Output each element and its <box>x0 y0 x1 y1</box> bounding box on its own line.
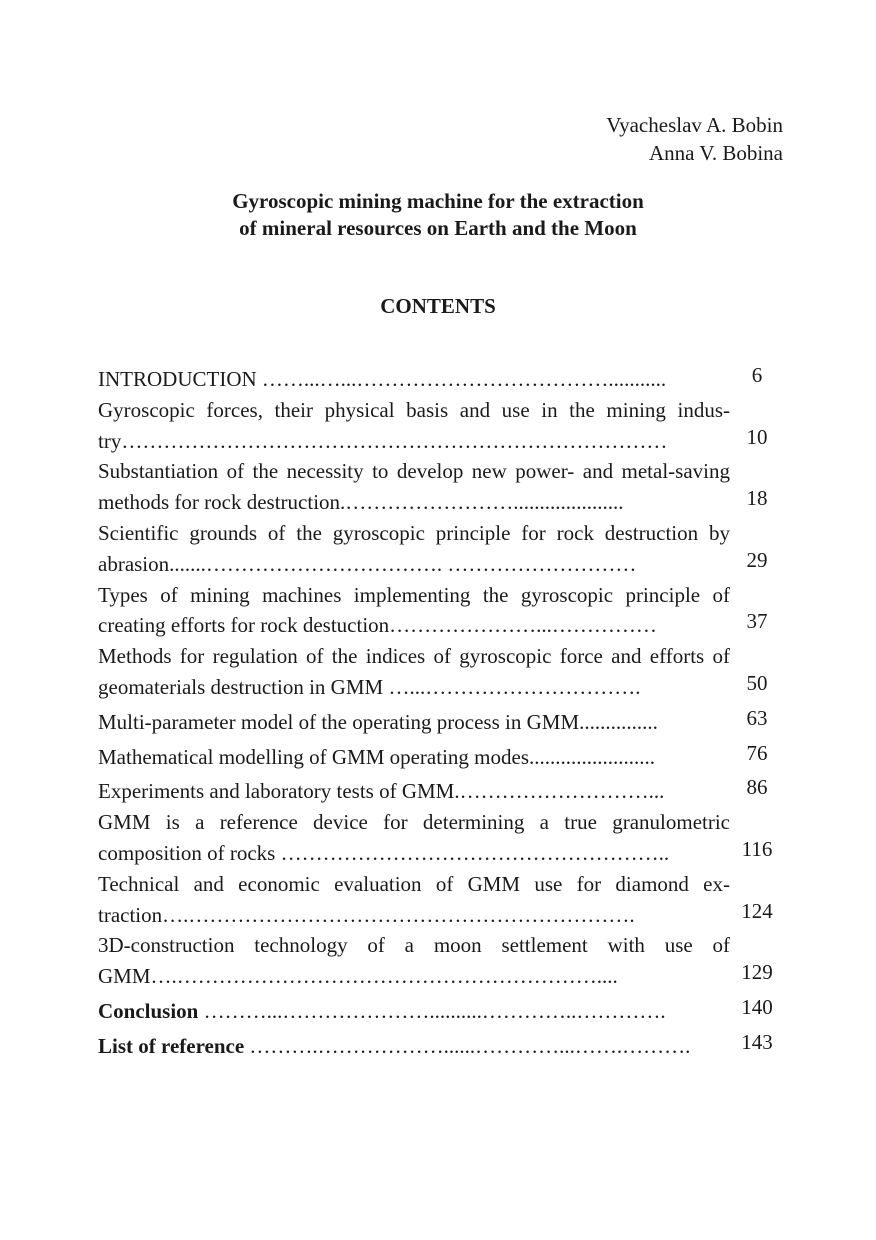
toc-entry-title: Substantiation of the necessity to develop new power- and metal-saving methods for rock destruction. <box>98 459 730 515</box>
toc-page-number: 37 <box>746 609 768 634</box>
toc-page-number: 6 <box>751 363 763 387</box>
toc-entry-text <box>98 869 730 931</box>
toc-leader-dots: …………………...…………… <box>389 613 657 638</box>
toc-entry-title: INTRODUCTION <box>98 367 257 391</box>
toc-page-number: 18 <box>746 486 768 511</box>
toc-entry-mathematical-modelling <box>98 738 784 773</box>
toc-entry-text <box>98 1031 730 1062</box>
toc-entry-title: Methods for regulation of the indices of gyroscopic force and efforts of geomaterials destruction in GMM <box>98 644 730 699</box>
toc-page-number: 124 <box>741 898 773 923</box>
toc-entry-text <box>98 707 730 738</box>
toc-entry-economic-evaluation <box>98 869 784 931</box>
toc-leader-dots: ............... <box>579 709 658 734</box>
toc-leader-dots: ….…………………………………………………….... <box>150 964 618 989</box>
toc-page-number: 143 <box>741 1029 773 1054</box>
toc-entry-list-of-reference <box>98 1027 784 1062</box>
toc-entry-title: Mathematical modelling of GMM operating modes <box>98 744 529 769</box>
toc-entry-text <box>98 580 730 642</box>
toc-entry-title: Multi-parameter model of the operating process in GMM <box>98 709 580 734</box>
toc-entry-title: Types of mining machines implementing the gyroscopic principle of creating efforts for rock destuction <box>98 582 730 638</box>
toc-leader-dots: .......……………………………. ……………………… <box>169 551 637 576</box>
toc-leader-dots: ........................ <box>529 744 655 769</box>
toc-entry-regulation-methods <box>98 641 784 703</box>
toc-entry-substantiation <box>98 456 784 518</box>
toc-entry-text <box>98 395 730 457</box>
contents-heading: CONTENTS <box>380 294 496 318</box>
toc-entry-text <box>98 641 730 703</box>
toc-entry-title: Scientific grounds of the gyroscopic principle for rock destruction by abrasion <box>98 520 730 576</box>
toc-page-number: 63 <box>746 705 768 730</box>
toc-entry-text <box>98 776 730 807</box>
toc-page-number: 86 <box>746 775 768 800</box>
toc-entry-introduction <box>98 360 784 395</box>
toc-entry-text <box>98 456 730 518</box>
authors-block <box>606 111 783 167</box>
toc-entry-conclusion <box>98 992 784 1027</box>
toc-entry-text <box>98 364 730 395</box>
toc-page-number: 29 <box>746 547 768 572</box>
table-of-contents <box>98 360 784 1062</box>
toc-leader-dots: ………...…………………..........…………..…………. <box>198 998 666 1023</box>
toc-page-number: 50 <box>746 670 768 695</box>
toc-leader-dots: ………………………... <box>459 779 665 804</box>
book-title <box>0 188 876 242</box>
toc-entry-reference-device <box>98 807 784 869</box>
toc-entry-title: Technical and economic evaluation of GMM use for diamond ex-traction <box>98 871 730 927</box>
author-name: Vyacheslav A. Bobin <box>606 113 783 137</box>
toc-leader-dots: ……………………………………………….. <box>275 840 670 865</box>
toc-entry-text <box>98 996 730 1027</box>
toc-entry-title: Gyroscopic forces, their physical basis and use in the mining indus-try <box>98 397 730 453</box>
toc-leader-dots: …...…………………………. <box>383 674 641 699</box>
toc-leader-dots: ……...…...………………………………........... <box>256 367 667 391</box>
book-title-line: of mineral resources on Earth and the Moon <box>239 216 637 240</box>
author-name: Anna V. Bobina <box>649 141 783 165</box>
toc-entry-gyroscopic-forces <box>98 395 784 457</box>
toc-entry-types-of-machines <box>98 580 784 642</box>
toc-entry-title: Experiments and laboratory tests of GMM. <box>98 779 460 804</box>
toc-entry-text <box>98 807 730 869</box>
toc-page-number: 140 <box>741 994 773 1019</box>
toc-entry-title: GMM is a reference device for determining a true granulometric composition of rocks <box>98 810 730 865</box>
toc-entry-title: Conclusion <box>98 998 199 1023</box>
book-title-line: Gyroscopic mining machine for the extraction <box>232 189 644 213</box>
toc-entry-text <box>98 518 730 580</box>
toc-page-number: 129 <box>741 960 773 985</box>
toc-page-number: 10 <box>746 424 768 449</box>
toc-leader-dots: ….………………………………………………………. <box>162 902 635 927</box>
toc-page-number: 76 <box>746 740 768 765</box>
toc-entry-text <box>98 742 730 773</box>
toc-entry-experiments <box>98 772 784 807</box>
toc-leader-dots: ……….………………......…………...…….………. <box>244 1033 691 1058</box>
toc-entry-3d-construction <box>98 930 784 992</box>
toc-leader-dots: …………………………………………………………………… <box>121 428 668 453</box>
toc-entry-title: 3D-construction technology of a moon settlement with use of GMM <box>98 933 730 989</box>
toc-page-number: 116 <box>741 836 773 861</box>
toc-entry-multi-parameter-model <box>98 703 784 738</box>
toc-entry-text <box>98 930 730 992</box>
toc-entry-scientific-grounds <box>98 518 784 580</box>
toc-entry-title: List of reference <box>98 1033 245 1058</box>
toc-leader-dots: ……………………..................... <box>345 490 624 515</box>
